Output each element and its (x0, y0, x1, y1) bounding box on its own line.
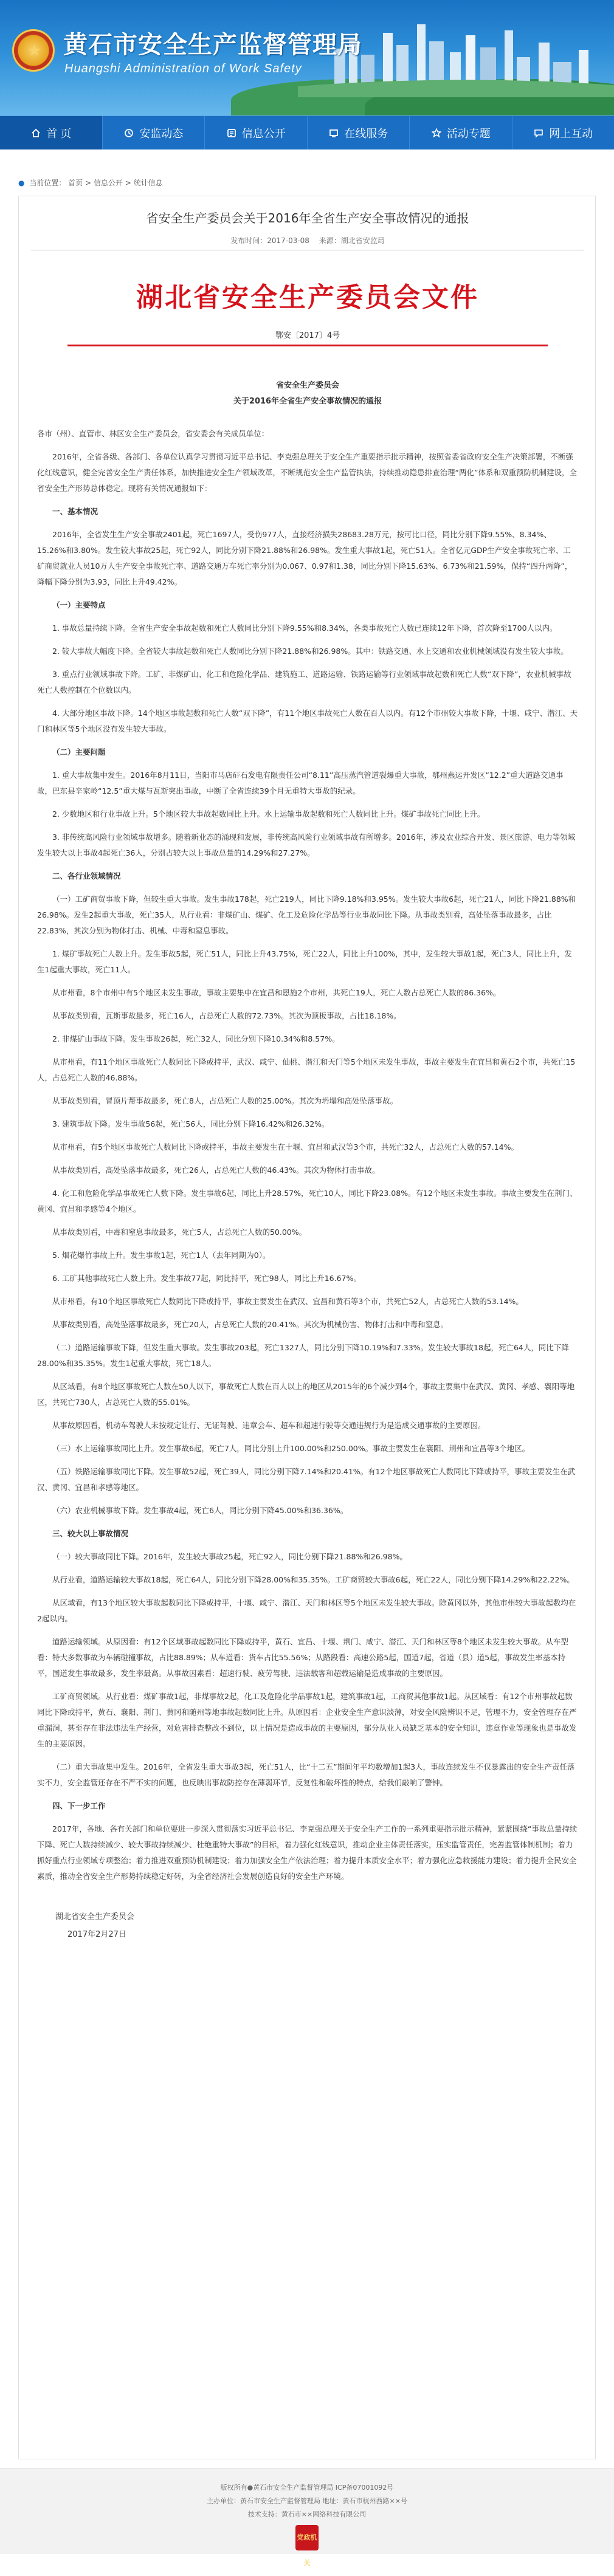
paragraph: 4. 化工和危险化学品事故死亡人数下降。发生事故6起，同比上升28.57%，死亡10人，同比下降23.08%。有12个地区未发生事故。事故主要发生在荆门、黄冈、宜昌和孝感等4个地区。 (37, 1186, 578, 1217)
chat-icon (533, 128, 544, 139)
nav-item-label: 安监动态 (139, 125, 183, 141)
paragraph: 2. 少数地区和行业事故上升。5个地区较大事故起数同比上升。水上运输事故起数和死亡人数同比上升。煤矿事故死亡同比上升。 (37, 806, 578, 822)
nav-item-interaction[interactable] (512, 116, 614, 149)
document-issuer: 省安全生产委员会 (19, 379, 596, 390)
paragraph: 1. 事故总量持续下降。全省生产安全事故起数和死亡人数同比分别下降9.55%和8.34%，各类事故死亡人数已连续12年下降，首次降至1700人以内。 (37, 620, 578, 636)
article-meta (19, 235, 596, 246)
signature-org: 湖北省安全生产委员会 (55, 1910, 298, 1922)
topic-icon (431, 128, 442, 139)
paragraph: 从行业看，道路运输较大事故18起，死亡64人，同比分别下降28.00%和35.35%。工矿商贸较大事故6起，死亡22人，同比分别下降14.29%和22.22%。 (37, 1572, 578, 1588)
paragraph: 6. 工矿其他事故死亡人数上升。发生事故77起，同比持平，死亡98人，同比上升16.67%。 (37, 1271, 578, 1286)
paragraph: （二）重大事故集中发生。2016年，全省发生重大事故3起，死亡51人，比“十二五”期间年平均数增加1起3人，事故连续发生不仅暴露出的安全生产责任落实不力，安全监管还存在不严不实的问题，也反映出事故防控存在薄弱环节，反复性和破坏性的特点，给我们敲响了警钟。 (37, 1759, 578, 1791)
footer-support: 技术支持：黄石市××网络科技有限公司 (0, 2509, 614, 2519)
paragraph: 从区域看，有13个地区较大事故起数同比下降或持平，十堰、咸宁、潜江、天门和林区等5个地区未发生较大事故。除黄冈以外，其他市州较大事故起数均在2起以内。 (37, 1595, 578, 1627)
paragraph: 3. 非传统高风险行业领域事故增多。随着新业态的涌现和发展，非传统高风险行业领域事故有所增多。2016年，涉及农业综合开发、景区旅游、电力等领域发生较大以上事故4起死亡36人，分别占较大以上事故总量的14.29%和27.27%。 (37, 829, 578, 861)
nav-item-news[interactable] (103, 116, 205, 149)
nav-item-topic[interactable] (410, 116, 512, 149)
site-subtitle: Huangshi Administration of Work Safety (64, 62, 302, 76)
article-title: 省安全生产委员会关于2016年全省生产安全事故情况的通报 (19, 208, 596, 226)
signature-date: 2017年2月27日 (67, 1928, 298, 1939)
footer-copyright: 版权所有●黄石市安全生产监督管理局 ICP备07001092号 (0, 2482, 614, 2492)
red-divider (67, 345, 548, 346)
paragraph: 1. 重大事故集中发生。2016年8月11日，当阳市马店矸石发电有限责任公司“8.11”高压蒸汽管道裂爆重大事故，鄂州燕运开发区“12.2”重大道路交通事故，巴东县辛家岭“12.5”重大煤与瓦斯突出事故，中断了全省连续39个月无重特大事故的纪录。 (37, 768, 578, 799)
paragraph: 2. 非煤矿山事故下降。发生事故26起，死亡32人，同比分别下降10.34%和8.57%。 (37, 1031, 578, 1047)
national-emblem-icon: ★ (12, 29, 55, 72)
home-icon (30, 128, 41, 139)
article-source: 来源：湖北省安监局 (319, 236, 385, 245)
info-icon (226, 128, 237, 139)
breadcrumb-prefix: 当前位置： (29, 179, 66, 187)
service-icon (328, 128, 339, 139)
paragraph: 从事故原因看，机动车驾驶人未按规定让行、无证驾驶、违章会车、超车和超速行驶等交通违规行为是造成交通事故的主要原因。 (37, 1418, 578, 1434)
paragraph: 3. 建筑事故下降。发生事故56起，死亡56人，同比分别下降16.42%和26.32%。 (37, 1116, 578, 1132)
paragraph: （一）较大事故同比下降。2016年，发生较大事故25起，死亡92人，同比分别下降21.88%和26.98%。 (37, 1549, 578, 1565)
section-heading: 四、下一步工作 (37, 1798, 578, 1814)
breadcrumb (18, 177, 596, 188)
paragraph: 从事故类别看，中毒和窒息事故最多，死亡5人，占总死亡人数的50.00%。 (37, 1224, 578, 1240)
site-banner (0, 0, 614, 115)
paragraph: 从事故类别看，高处坠落事故最多，死亡20人，占总死亡人数的20.41%。其次为机械伤害、物体打击和中毒和窒息。 (37, 1317, 578, 1333)
nav-item-home[interactable] (0, 116, 103, 149)
paragraph: 从市州看，有5个地区事故死亡人数同比下降或持平，事故主要发生在十堰、宜昌和武汉等3个市，共死亡32人，占总死亡人数的57.14%。 (37, 1139, 578, 1155)
news-icon (123, 128, 134, 139)
site-title: 黄石市安全生产监督管理局 (63, 26, 362, 60)
paragraph: 从区域看，有8个地区事故死亡人数在50人以下，事故死亡人数在百人以上的地区从2015年的6个减少到4个，事故主要集中在武汉、黄冈、孝感、襄阳等地区，共死亡730人，占总死亡人数的55.01%。 (37, 1379, 578, 1410)
nav-item-label: 信息公开 (242, 125, 286, 141)
paragraph: 3. 重点行业领域事故下降。工矿、非煤矿山、化工和危险化学品、建筑施工、道路运输、铁路运输等行业领域事故起数和死亡人数“双下降”，农业机械事故死亡人数控制在个位数以内。 (37, 667, 578, 698)
paragraph: （五）铁路运输事故同比下降。发生事故52起，死亡39人，同比分别下降7.14%和20.41%。有12个地区事故死亡人数同比下降或持平，事故主要发生在武汉、黄冈、宜昌和孝感等地区。 (37, 1464, 578, 1496)
nav-item-info[interactable] (205, 116, 308, 149)
article-body (37, 426, 578, 1892)
government-badge-icon[interactable]: 党政机关 (295, 2525, 319, 2550)
article-container (18, 196, 596, 2459)
paragraph: 从市州看，有10个地区事故死亡人数同比下降或持平，事故主要发生在武汉、宜昌和黄石等3个市，共死亡52人，占总死亡人数的53.14%。 (37, 1294, 578, 1310)
section-heading: （二）主要问题 (37, 744, 578, 760)
paragraph: （三）水上运输事故同比上升。发生事故6起，死亡7人，同比分别上升100.00%和250.00%。事故主要发生在襄阳、荆州和宜昌等3个地区。 (37, 1441, 578, 1457)
paragraph: 从市州看，8个市州中有5个地区未发生事故，事故主要集中在宜昌和恩施2个市州，共死亡19人，死亡人数占总死亡人数的86.36%。 (37, 985, 578, 1001)
breadcrumb-separator: > (125, 179, 134, 187)
paragraph: 2. 较大事故大幅度下降。全省较大事故起数和死亡人数同比分别下降21.88%和26.98%。其中：铁路交通、水上交通和农业机械领域没有发生较大事故。 (37, 644, 578, 659)
main-nav (0, 115, 614, 149)
paragraph: 4. 大部分地区事故下降。14个地区事故起数和死亡人数“双下降”，有11个地区事故死亡人数在百人以内。有12个市州较大事故下降，十堰、咸宁、潜江、天门和林区等5个地区没有发生较大事故。 (37, 706, 578, 737)
location-pin-icon: ● (18, 179, 24, 187)
paragraph: 5. 烟花爆竹事故上升。发生事故1起，死亡1人（去年同期为0）。 (37, 1248, 578, 1263)
paragraph: （六）农业机械事故下降。发生事故4起，死亡6人，同比分别下降45.00%和36.36%。 (37, 1503, 578, 1519)
paragraph: 从事故类别看，瓦斯事故最多，死亡16人，占总死亡人数的72.73%。其次为顶板事故，占比18.18%。 (37, 1008, 578, 1024)
footer-address: 主办单位：黄石市安全生产监督管理局 地址：黄石市杭州西路××号 (0, 2496, 614, 2506)
breadcrumb-item-stats[interactable]: 统计信息 (134, 179, 163, 187)
paragraph: 2017年，各地、各有关部门和单位要进一步深入贯彻落实习近平总书记、李克强总理关于安全生产工作的一系列重要指示批示精神，紧紧围绕“事故总量持续下降、死亡人数持续减少、较大事故持续减少、杜绝重特大事故”的目标，着力强化红线意识，推动企业主体责任落实，压实监管责任，完善监管体制机制；着力抓好重点行业领域专项整治；着力推进双重预防机制建设；着力加强安全生产依法治理；着力提升本质安全水平；着力强化应急救援能力建设；着力提升全民安全素质，推动全省安全生产形势持续稳定好转，为全省经济社会发展创造良好的安全生产环境。 (37, 1821, 578, 1884)
section-heading: 二、各行业领域情况 (37, 868, 578, 884)
paragraph: 道路运输领域。从原因看：有12个区域事故起数同比下降或持平，黄石、宜昌、十堰、荆门、咸宁、潜江、天门和林区等8个地区未发生较大事故。从车型看：特大多数事故为车辆碰撞事故，占比88.89%；从车道看：货车占比55.56%；从路段看：高速公路5起，国道7起，省道（县）道5起，事故发生率基本持平，国道发生事故最多，发生率最高。从事故因素看：超速行驶、疲劳驾驶、违法载客和超载运输是造成事故的主要原因。 (37, 1634, 578, 1681)
paragraph: 各市（州）、直管市、林区安全生产委员会，省安委会有关成员单位： (37, 426, 578, 442)
paragraph: 从事故类别看，高处坠落事故最多，死亡26人，占总死亡人数的46.43%。其次为物体打击事故。 (37, 1163, 578, 1178)
nav-item-label: 网上互动 (549, 125, 593, 141)
section-heading: 三、较大以上事故情况 (37, 1526, 578, 1542)
paragraph: （一）工矿商贸事故下降，但较生重大事故。发生事故178起，死亡219人，同比下降9.18%和3.95%。发生较大事故6起，死亡21人，同比下降21.88%和26.98%。发生2起重大事故，死亡35人，从行业看：非煤矿山、煤矿、化工及危险化学品等行业事故同比下降。从事故类别看，高处坠落事故最多，占比22.83%，其次分别为物体打击、机械、中毒和窒息事故。 (37, 891, 578, 939)
signature-block (55, 1910, 298, 1939)
breadcrumb-separator: > (85, 179, 94, 187)
site-footer (0, 2468, 614, 2554)
publish-date: 发布时间：2017-03-08 (230, 236, 309, 245)
nav-item-label: 首 页 (46, 125, 71, 141)
paragraph: 1. 煤矿事故死亡人数上升。发生事故5起，死亡51人，同比上升43.75%，死亡22人，同比上升100%，其中，发生较大事故1起，死亡3人，同比上升，发生1起重大事故，死亡11人。 (37, 946, 578, 978)
nav-item-label: 活动专题 (447, 125, 491, 141)
red-document-header: 湖北省安全生产委员会文件 (19, 275, 596, 314)
paragraph: 2016年，全省发生生产安全事故2401起，死亡1697人，受伤977人，直接经济损失28683.28万元，按可比口径，同比分别下降9.55%、8.34%、15.26%和3.80%。发生较大事故25起，死亡92人，同比分别下降21.88%和26.98%。发生重大事故1起，死亡51人。全省亿元GDP生产安全事故死亡率、工矿商贸就业人员10万人生产安全事故死亡率、道路交通万车死亡率分别为0.067、0.97和1.38，同比分别下降15.63%、6.73%和21.59%，保持“四升两降”，降幅下降分别为3.93，同比上升49.42%。 (37, 527, 578, 590)
paragraph: 从市州看，有11个地区事故死亡人数同比下降或持平，武汉、咸宁、仙桃、潜江和天门等5个地区未发生事故，事故主要发生在宜昌和黄石2个市，共死亡15人，占总死亡人数的46.88%。 (37, 1054, 578, 1086)
paragraph: 工矿商贸领域。从行业看：煤矿事故1起，非煤事故2起，化工及危险化学品事故1起，建筑事故1起，工商贸其他事故1起。从区域看：有12个市州事故起数同比下降或持平，黄石、襄阳、荆门、黄冈和随州等地事故起数同比上升。从原因看：企业安全生产意识淡薄，对安全风险辨识不足，管理不力，安全管理存在严重漏洞，甚至存在非法违法生产经营，对危害排查整改不到位，以上情况是造成事故的主要原因，部分从业人员缺乏基本的安全知识，违章作业等现象也是事故发生的主要原因。 (37, 1689, 578, 1752)
breadcrumb-item-home[interactable]: 首页 (68, 179, 83, 187)
document-title: 关于2016年全省生产安全事故情况的通报 (19, 394, 596, 406)
section-heading: 一、基本情况 (37, 504, 578, 520)
breadcrumb-item-info[interactable]: 信息公开 (94, 179, 123, 187)
document-number: 鄂安〔2017〕4号 (19, 329, 596, 340)
paragraph: （二）道路运输事故下降，但发生重大事故。发生事故203起，死亡1327人，同比分别下降10.19%和7.33%。发生较大事故18起，死亡64人，同比下降28.00%和35.35%。发生1起重大事故，死亡18人。 (37, 1340, 578, 1372)
nav-item-label: 在线服务 (344, 125, 388, 141)
paragraph: 2016年，全省各级、各部门、各单位认真学习贯彻习近平总书记、李克强总理关于安全生产重要指示批示精神，按照省委省政府安全生产决策部署，不断强化红线意识，健全完善安全生产责任体系，加快推进安全生产领域改革，不断规范安全生产监管执法，持续推动隐患排查治理“两化”体系和双重预防机制建设，全省安全生产形势总体稳定。现将有关情况通报如下： (37, 449, 578, 496)
nav-item-service[interactable] (308, 116, 410, 149)
section-heading: （一）主要特点 (37, 597, 578, 613)
paragraph: 从事故类别看，冒顶片帮事故最多，死亡8人，占总死亡人数的25.00%。其次为坍塌和高处坠落事故。 (37, 1093, 578, 1109)
